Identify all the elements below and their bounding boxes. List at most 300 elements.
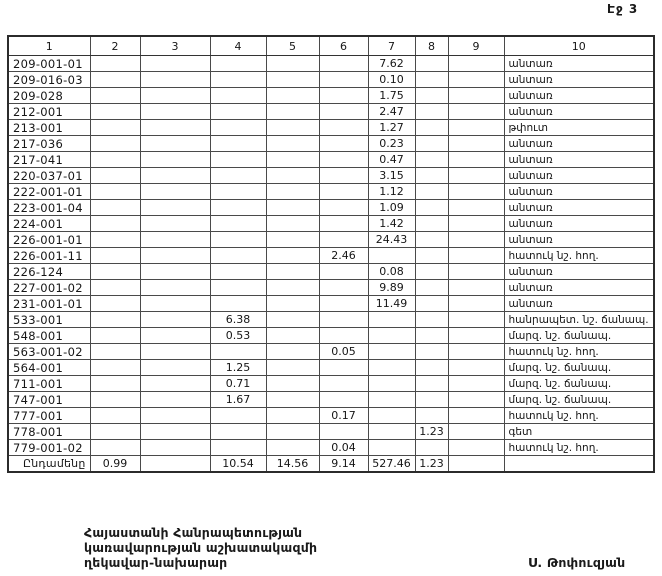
parcel-code-cell: 548-001 <box>8 328 90 344</box>
area-value-cell <box>415 136 448 152</box>
area-value-cell <box>210 88 266 104</box>
area-value-cell <box>266 232 319 248</box>
parcel-code-cell: 217-041 <box>8 152 90 168</box>
area-value-cell <box>90 296 140 312</box>
area-value-cell <box>140 216 210 232</box>
area-value-cell <box>448 424 504 440</box>
table-row <box>8 360 654 376</box>
area-value-cell <box>319 232 368 248</box>
area-value-cell <box>448 72 504 88</box>
area-value-cell <box>210 424 266 440</box>
area-value-cell <box>319 312 368 328</box>
land-type-cell: հանրապետ. նշ. ճանապ. <box>504 312 654 328</box>
land-type-cell: հատուկ նշ. հող. <box>504 344 654 360</box>
area-value-cell: 1.09 <box>368 200 415 216</box>
area-value-cell <box>448 136 504 152</box>
area-value-cell <box>448 88 504 104</box>
area-value-cell <box>266 280 319 296</box>
area-value-cell <box>448 120 504 136</box>
table-row <box>8 72 654 88</box>
area-value-cell <box>140 184 210 200</box>
parcel-code-cell: 777-001 <box>8 408 90 424</box>
area-value-cell: 9.14 <box>319 456 368 473</box>
area-value-cell <box>140 440 210 456</box>
area-value-cell: 1.12 <box>368 184 415 200</box>
area-value-cell: 0.53 <box>210 328 266 344</box>
table-row <box>8 152 654 168</box>
area-value-cell <box>415 328 448 344</box>
parcel-code-cell: 209-001-01 <box>8 56 90 72</box>
area-value-cell <box>266 264 319 280</box>
table-row <box>8 104 654 120</box>
area-value-cell <box>415 360 448 376</box>
land-type-cell: հատուկ նշ. հող. <box>504 408 654 424</box>
area-value-cell <box>90 168 140 184</box>
area-value-cell <box>140 232 210 248</box>
area-value-cell <box>448 280 504 296</box>
area-value-cell <box>90 440 140 456</box>
area-value-cell <box>210 344 266 360</box>
parcel-code-cell: 209-028 <box>8 88 90 104</box>
area-value-cell <box>266 440 319 456</box>
area-value-cell <box>210 184 266 200</box>
table-row <box>8 168 654 184</box>
area-value-cell <box>266 184 319 200</box>
area-value-cell <box>448 456 504 473</box>
area-value-cell <box>368 344 415 360</box>
area-value-cell <box>90 408 140 424</box>
area-value-cell <box>90 344 140 360</box>
land-type-cell: անտառ <box>504 216 654 232</box>
area-value-cell <box>415 88 448 104</box>
area-value-cell <box>266 328 319 344</box>
column-header: 6 <box>319 36 368 56</box>
land-type-cell: անտառ <box>504 152 654 168</box>
area-value-cell <box>368 408 415 424</box>
area-value-cell <box>266 88 319 104</box>
area-value-cell <box>415 152 448 168</box>
column-header: 3 <box>140 36 210 56</box>
parcel-code-cell: 217-036 <box>8 136 90 152</box>
area-value-cell <box>90 152 140 168</box>
area-value-cell: 527.46 <box>368 456 415 473</box>
table-row <box>8 88 654 104</box>
area-value-cell <box>210 296 266 312</box>
area-value-cell <box>140 360 210 376</box>
area-value-cell <box>319 136 368 152</box>
table-row <box>8 200 654 216</box>
area-value-cell <box>90 232 140 248</box>
parcel-code-cell: 224-001 <box>8 216 90 232</box>
signatory-title-line: Հայաստանի Հանրապետության <box>84 525 303 540</box>
table-row <box>8 408 654 424</box>
area-value-cell <box>415 216 448 232</box>
area-value-cell <box>266 376 319 392</box>
table-row <box>8 216 654 232</box>
area-value-cell <box>415 232 448 248</box>
area-value-cell <box>368 376 415 392</box>
parcel-code-cell: 564-001 <box>8 360 90 376</box>
column-header: 7 <box>368 36 415 56</box>
area-value-cell <box>448 56 504 72</box>
area-value-cell <box>266 216 319 232</box>
area-value-cell <box>140 344 210 360</box>
area-value-cell: 1.75 <box>368 88 415 104</box>
table-row <box>8 328 654 344</box>
land-type-cell: անտառ <box>504 88 654 104</box>
land-type-cell: մարզ. նշ. ճանապ. <box>504 392 654 408</box>
area-value-cell <box>140 280 210 296</box>
land-type-cell: հատուկ նշ. հող. <box>504 440 654 456</box>
area-value-cell <box>140 120 210 136</box>
table-row <box>8 136 654 152</box>
area-value-cell <box>140 296 210 312</box>
area-value-cell <box>210 440 266 456</box>
land-type-cell: անտառ <box>504 184 654 200</box>
area-value-cell <box>415 312 448 328</box>
area-value-cell <box>319 104 368 120</box>
area-value-cell <box>415 376 448 392</box>
area-value-cell <box>140 136 210 152</box>
area-value-cell <box>266 152 319 168</box>
table-row <box>8 184 654 200</box>
area-value-cell: 0.08 <box>368 264 415 280</box>
area-value-cell <box>266 136 319 152</box>
table-row <box>8 296 654 312</box>
area-value-cell: 9.89 <box>368 280 415 296</box>
table-row <box>8 280 654 296</box>
area-value-cell <box>448 360 504 376</box>
area-value-cell <box>90 56 140 72</box>
area-value-cell <box>140 88 210 104</box>
land-type-cell: հատուկ նշ. հող. <box>504 248 654 264</box>
column-header: 10 <box>504 36 654 56</box>
area-value-cell <box>368 424 415 440</box>
area-value-cell: 0.05 <box>319 344 368 360</box>
area-value-cell <box>415 280 448 296</box>
area-value-cell <box>319 280 368 296</box>
total-label-cell: Ընդամենը <box>8 456 90 473</box>
table-row <box>8 120 654 136</box>
table-row <box>8 376 654 392</box>
area-value-cell <box>210 104 266 120</box>
area-value-cell <box>415 104 448 120</box>
area-value-cell <box>368 392 415 408</box>
parcel-code-cell: 223-001-04 <box>8 200 90 216</box>
area-value-cell <box>266 104 319 120</box>
land-type-cell: գետ <box>504 424 654 440</box>
area-value-cell <box>448 216 504 232</box>
area-value-cell <box>319 56 368 72</box>
land-type-cell: անտառ <box>504 232 654 248</box>
land-type-cell: մարզ. նշ. ճանապ. <box>504 376 654 392</box>
area-value-cell <box>210 120 266 136</box>
parcel-code-cell: 222-001-01 <box>8 184 90 200</box>
area-value-cell: 1.67 <box>210 392 266 408</box>
area-value-cell: 1.42 <box>368 216 415 232</box>
area-value-cell <box>90 280 140 296</box>
area-value-cell <box>210 136 266 152</box>
area-value-cell <box>210 168 266 184</box>
area-value-cell: 1.27 <box>368 120 415 136</box>
area-value-cell <box>90 248 140 264</box>
parcel-code-cell: 220-037-01 <box>8 168 90 184</box>
area-value-cell <box>90 136 140 152</box>
area-value-cell <box>319 152 368 168</box>
column-header: 8 <box>415 36 448 56</box>
area-value-cell <box>319 392 368 408</box>
land-type-cell: անտառ <box>504 200 654 216</box>
area-value-cell <box>368 248 415 264</box>
parcel-code-cell: 226-001-11 <box>8 248 90 264</box>
area-value-cell <box>448 248 504 264</box>
area-value-cell <box>319 424 368 440</box>
area-value-cell <box>210 408 266 424</box>
area-value-cell <box>448 296 504 312</box>
area-value-cell <box>140 56 210 72</box>
area-value-cell: 2.47 <box>368 104 415 120</box>
area-value-cell <box>90 200 140 216</box>
area-value-cell <box>448 440 504 456</box>
area-value-cell: 1.23 <box>415 424 448 440</box>
area-value-cell <box>415 296 448 312</box>
area-value-cell <box>266 56 319 72</box>
parcel-code-cell: 213-001 <box>8 120 90 136</box>
area-value-cell <box>319 296 368 312</box>
area-value-cell <box>415 392 448 408</box>
land-type-cell: անտառ <box>504 56 654 72</box>
land-type-cell: անտառ <box>504 136 654 152</box>
area-value-cell <box>90 392 140 408</box>
signatory-title-line: ղեկավար-նախարար <box>84 555 228 570</box>
area-value-cell <box>415 200 448 216</box>
area-value-cell: 2.46 <box>319 248 368 264</box>
area-value-cell <box>140 264 210 280</box>
area-value-cell <box>140 168 210 184</box>
area-value-cell <box>210 232 266 248</box>
land-type-cell: թփուտ <box>504 120 654 136</box>
area-value-cell <box>210 216 266 232</box>
table-row <box>8 232 654 248</box>
area-value-cell: 0.10 <box>368 72 415 88</box>
area-value-cell <box>448 200 504 216</box>
table-row <box>8 440 654 456</box>
area-value-cell <box>415 72 448 88</box>
area-value-cell: 0.47 <box>368 152 415 168</box>
area-value-cell <box>210 200 266 216</box>
area-value-cell <box>368 440 415 456</box>
column-header: 9 <box>448 36 504 56</box>
area-value-cell <box>266 120 319 136</box>
parcel-code-cell: 711-001 <box>8 376 90 392</box>
area-value-cell <box>90 312 140 328</box>
area-value-cell <box>319 360 368 376</box>
area-value-cell <box>448 376 504 392</box>
area-value-cell: 0.99 <box>90 456 140 473</box>
area-value-cell <box>448 312 504 328</box>
table-row <box>8 56 654 72</box>
land-type-cell: անտառ <box>504 280 654 296</box>
area-value-cell <box>319 216 368 232</box>
area-value-cell: 14.56 <box>266 456 319 473</box>
area-value-cell <box>266 344 319 360</box>
area-value-cell <box>90 104 140 120</box>
area-value-cell <box>140 408 210 424</box>
area-value-cell <box>368 328 415 344</box>
area-value-cell <box>140 248 210 264</box>
column-header: 4 <box>210 36 266 56</box>
area-value-cell <box>140 328 210 344</box>
table-row <box>8 248 654 264</box>
area-value-cell: 6.38 <box>210 312 266 328</box>
area-value-cell: 0.04 <box>319 440 368 456</box>
area-value-cell <box>448 264 504 280</box>
area-value-cell <box>266 72 319 88</box>
land-type-cell: անտառ <box>504 264 654 280</box>
area-value-cell <box>415 440 448 456</box>
area-value-cell <box>448 104 504 120</box>
area-value-cell: 1.23 <box>415 456 448 473</box>
land-parcel-table <box>7 35 655 473</box>
parcel-code-cell: 778-001 <box>8 424 90 440</box>
area-value-cell <box>210 280 266 296</box>
land-type-cell: անտառ <box>504 104 654 120</box>
page-number-label: Էջ 3 <box>607 2 639 16</box>
area-value-cell <box>140 104 210 120</box>
area-value-cell <box>415 56 448 72</box>
area-value-cell: 0.23 <box>368 136 415 152</box>
parcel-code-cell: 563-001-02 <box>8 344 90 360</box>
area-value-cell <box>140 456 210 473</box>
area-value-cell <box>266 408 319 424</box>
area-value-cell <box>266 424 319 440</box>
land-type-cell <box>504 456 654 473</box>
table-row <box>8 392 654 408</box>
area-value-cell <box>415 184 448 200</box>
area-value-cell <box>266 312 319 328</box>
area-value-cell: 0.71 <box>210 376 266 392</box>
area-value-cell: 11.49 <box>368 296 415 312</box>
area-value-cell <box>266 200 319 216</box>
area-value-cell <box>140 376 210 392</box>
area-value-cell: 10.54 <box>210 456 266 473</box>
area-value-cell <box>266 360 319 376</box>
parcel-code-cell: 747-001 <box>8 392 90 408</box>
table-row <box>8 264 654 280</box>
area-value-cell <box>90 264 140 280</box>
area-value-cell <box>319 88 368 104</box>
parcel-code-cell: 209-016-03 <box>8 72 90 88</box>
parcel-code-cell: 226-001-01 <box>8 232 90 248</box>
area-value-cell: 1.25 <box>210 360 266 376</box>
signatory-title-block <box>84 525 317 570</box>
parcel-code-cell: 212-001 <box>8 104 90 120</box>
area-value-cell <box>90 184 140 200</box>
area-value-cell <box>448 168 504 184</box>
area-value-cell <box>415 120 448 136</box>
area-value-cell <box>90 360 140 376</box>
parcel-code-cell: 779-001-02 <box>8 440 90 456</box>
land-type-cell: անտառ <box>504 72 654 88</box>
area-value-cell <box>415 264 448 280</box>
area-value-cell <box>140 200 210 216</box>
signatory-title-line: կառավարության աշխատակազմի <box>84 540 318 555</box>
land-type-cell: անտառ <box>504 168 654 184</box>
column-header: 2 <box>90 36 140 56</box>
area-value-cell: 0.17 <box>319 408 368 424</box>
area-value-cell <box>448 328 504 344</box>
area-value-cell <box>210 264 266 280</box>
area-value-cell <box>140 152 210 168</box>
area-value-cell: 3.15 <box>368 168 415 184</box>
area-value-cell <box>266 296 319 312</box>
area-value-cell <box>210 152 266 168</box>
parcel-code-cell: 226-124 <box>8 264 90 280</box>
area-value-cell <box>140 312 210 328</box>
area-value-cell <box>415 168 448 184</box>
area-value-cell <box>266 168 319 184</box>
area-value-cell <box>90 216 140 232</box>
area-value-cell <box>90 120 140 136</box>
area-value-cell <box>448 232 504 248</box>
area-value-cell <box>140 424 210 440</box>
column-header: 5 <box>266 36 319 56</box>
area-value-cell <box>319 200 368 216</box>
area-value-cell <box>210 56 266 72</box>
area-value-cell <box>448 408 504 424</box>
area-value-cell <box>319 168 368 184</box>
area-value-cell <box>90 376 140 392</box>
area-value-cell <box>266 392 319 408</box>
area-value-cell <box>319 376 368 392</box>
area-value-cell: 7.62 <box>368 56 415 72</box>
total-row <box>8 456 654 473</box>
land-type-cell: մարզ. նշ. ճանապ. <box>504 360 654 376</box>
area-value-cell <box>448 152 504 168</box>
parcel-code-cell: 227-001-02 <box>8 280 90 296</box>
area-value-cell <box>140 392 210 408</box>
table-row <box>8 424 654 440</box>
area-value-cell <box>415 248 448 264</box>
table-row <box>8 312 654 328</box>
parcel-code-cell: 533-001 <box>8 312 90 328</box>
area-value-cell <box>266 248 319 264</box>
area-value-cell: 24.43 <box>368 232 415 248</box>
land-type-cell: մարզ. նշ. ճանապ. <box>504 328 654 344</box>
area-value-cell <box>448 184 504 200</box>
area-value-cell <box>448 392 504 408</box>
area-value-cell <box>415 344 448 360</box>
area-value-cell <box>319 184 368 200</box>
parcel-code-cell: 231-001-01 <box>8 296 90 312</box>
signatory-name: Ս. Թոփուզյան <box>528 555 626 570</box>
area-value-cell <box>319 120 368 136</box>
table-header-row <box>8 36 654 56</box>
area-value-cell <box>90 328 140 344</box>
area-value-cell <box>90 424 140 440</box>
area-value-cell <box>368 312 415 328</box>
area-value-cell <box>415 408 448 424</box>
area-value-cell <box>448 344 504 360</box>
land-type-cell: անտառ <box>504 296 654 312</box>
area-value-cell <box>90 88 140 104</box>
table-row <box>8 344 654 360</box>
area-value-cell <box>319 264 368 280</box>
area-value-cell <box>319 328 368 344</box>
area-value-cell <box>210 248 266 264</box>
area-value-cell <box>368 360 415 376</box>
column-header: 1 <box>8 36 90 56</box>
